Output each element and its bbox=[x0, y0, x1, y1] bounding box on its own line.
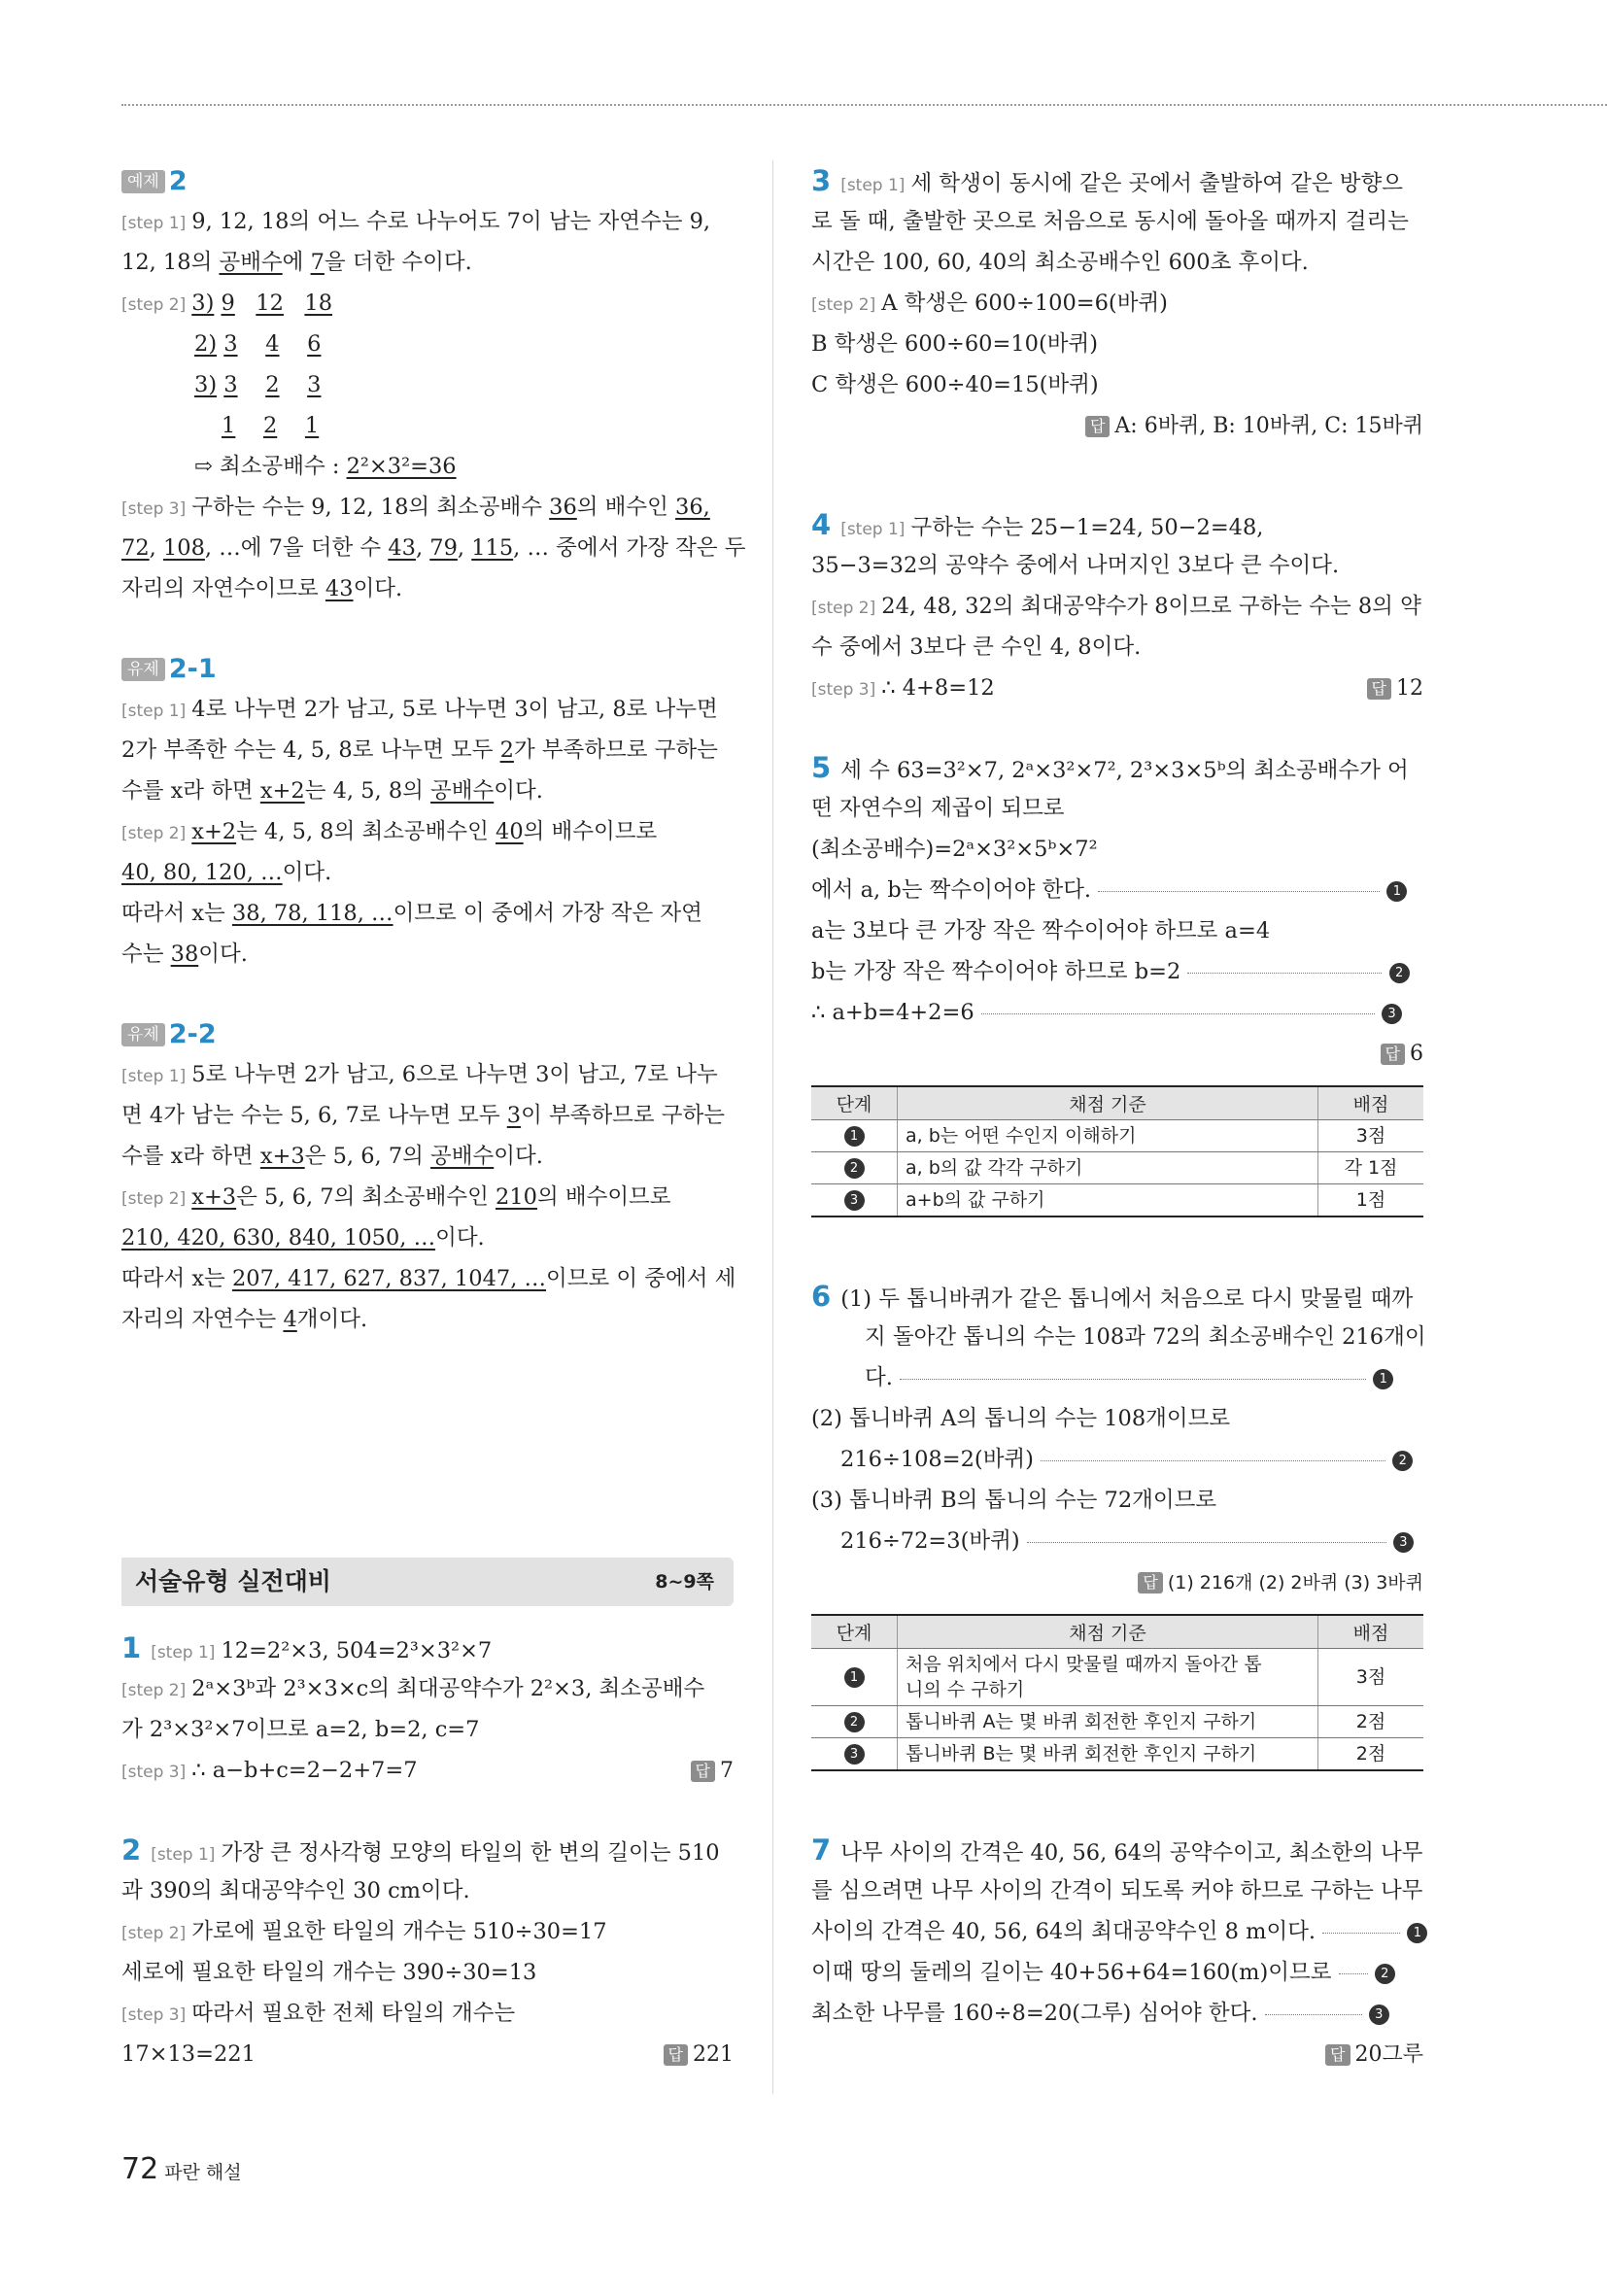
p21-step1-line1: [step 1] 4로 나누면 2가 남고, 5로 나누면 3이 남고, 8로 나누면 bbox=[121, 697, 718, 722]
step-marker-3: 3 bbox=[1369, 2005, 1389, 2025]
ex2-step3-line1: [step 3] 구하는 수는 9, 12, 18의 최소공배수 36의 배수인 36, bbox=[121, 495, 710, 520]
step-marker-2: 2 bbox=[1375, 1964, 1395, 1984]
example-2-heading bbox=[121, 160, 734, 201]
step-marker-2: 2 bbox=[1389, 963, 1410, 983]
top-dotted-rule bbox=[121, 104, 1607, 106]
answer: 답 7 bbox=[691, 1750, 734, 1792]
q3-line6: C 학생은 600÷40=15(바퀴) bbox=[811, 372, 1099, 397]
q6-line5: 216÷108=2(바퀴) 2 bbox=[811, 1439, 1423, 1480]
q4-line2: 35−3=32의 공약수 중에서 나머지인 3보다 큰 수이다. bbox=[811, 553, 1340, 578]
q7-line4: 이때 땅의 둘레의 길이는 40+56+64=160(m)이므로 2 bbox=[811, 1952, 1423, 1993]
table-row: 2 톱니바퀴 A는 몇 바퀴 회전한 후인지 구하기 2점 bbox=[811, 1706, 1423, 1738]
ex2-step1-line1: [step 1] 9, 12, 18의 어느 수로 나누어도 7이 남는 자연수는 9, bbox=[121, 209, 711, 234]
ex2-step3-line3: 자리의 자연수이므로 43이다. bbox=[121, 576, 403, 601]
q3-line1: 3 [step 1] 세 학생이 동시에 같은 곳에서 출발하여 같은 방향으 bbox=[811, 164, 1403, 197]
q2-line4: 세로에 필요한 타일의 개수는 390÷30=13 bbox=[121, 1960, 537, 1985]
p21-step3-line2: 수는 38이다. bbox=[121, 942, 248, 967]
q7-answer: 답 20그루 bbox=[811, 2034, 1423, 2074]
answer-badge: 답 bbox=[1381, 1044, 1405, 1065]
q5-line4: 에서 a, b는 짝수이어야 한다. 1 bbox=[811, 870, 1423, 910]
grading-table-q5 bbox=[811, 1085, 1423, 1217]
q7-line1: 7 나무 사이의 간격은 40, 56, 64의 공약수이고, 최소한의 나무 bbox=[811, 1833, 1423, 1867]
footer-label: 파란 해설 bbox=[164, 2162, 242, 2183]
section-header bbox=[121, 1558, 734, 1606]
col-header-score: 배점 bbox=[1318, 1086, 1424, 1120]
practice-2-1-heading bbox=[121, 648, 734, 689]
p22-step1-line1: [step 1] 5로 나누면 2가 남고, 6으로 나누면 3이 남고, 7로 나누 bbox=[121, 1062, 718, 1087]
answer-badge: 답 bbox=[664, 2044, 688, 2066]
p21-step3-line1: 따라서 x는 38, 78, 118, …이므로 이 중에서 가장 작은 자연 bbox=[121, 901, 702, 926]
table-row: 3 a+b의 값 구하기 1점 bbox=[811, 1184, 1423, 1217]
q1-line2: [step 2] 2ᵃ×3ᵇ과 2³×3×c의 최대공약수가 2²×3, 최소공배수 bbox=[121, 1676, 705, 1701]
q5-line1: 5 세 수 63=3²×7, 2ᵃ×3²×7², 2³×3×5ᵇ의 최소공배수가 어 bbox=[811, 751, 1409, 784]
p21-step2-line1: [step 2] x+2는 4, 5, 8의 최소공배수인 40의 배수이므로 bbox=[121, 819, 658, 844]
p21-step2-line2: 40, 80, 120, …이다. bbox=[121, 860, 332, 885]
p21-step1-line2: 2가 부족한 수는 4, 5, 8로 나누면 모두 2가 부족하므로 구하는 bbox=[121, 737, 718, 763]
q3-line4: [step 2] A 학생은 600÷100=6(바퀴) bbox=[811, 291, 1168, 316]
ex2-division-row2: 2) 3 4 6 bbox=[194, 331, 322, 357]
answer: 답 221 bbox=[664, 2034, 734, 2075]
col-header-criteria: 채점 기준 bbox=[898, 1615, 1318, 1649]
q2-line1: 2 [step 1] 가장 큰 정사각형 모양의 타일의 한 변의 길이는 510 bbox=[121, 1833, 720, 1867]
q4-line4: 수 중에서 3보다 큰 수인 4, 8이다. bbox=[811, 634, 1142, 660]
q6-line7: 216÷72=3(바퀴) 3 bbox=[811, 1521, 1423, 1561]
step-marker-3: 3 bbox=[1382, 1004, 1402, 1024]
question-number: 5 bbox=[811, 751, 832, 784]
answer: 답 12 bbox=[1367, 668, 1423, 709]
p22-step2-line2: 210, 420, 630, 840, 1050, …이다. bbox=[121, 1225, 485, 1251]
page-footer bbox=[121, 2152, 242, 2186]
q3-answer: 답 A: 6바퀴, B: 10바퀴, C: 15바퀴 bbox=[811, 405, 1423, 446]
q7-line3: 사이의 간격은 40, 56, 64의 최대공약수인 8 m이다. 1 bbox=[811, 1911, 1423, 1952]
q3-line3: 시간은 100, 60, 40의 최소공배수인 600초 후이다. bbox=[811, 250, 1309, 275]
step-marker-1: 1 bbox=[1407, 1923, 1427, 1943]
q5-line7: ∴ a+b=4+2=6 3 bbox=[811, 992, 1423, 1033]
table-row: 3 톱니바퀴 B는 몇 바퀴 회전한 후인지 구하기 2점 bbox=[811, 1738, 1423, 1771]
col-header-criteria: 채점 기준 bbox=[898, 1086, 1318, 1120]
q6-line4: (2) 톱니바퀴 A의 톱니의 수는 108개이므로 bbox=[811, 1406, 1231, 1431]
example-number: 2 bbox=[168, 166, 188, 196]
q4-line5: [step 3] ∴ 4+8=12 답 12 bbox=[811, 668, 1423, 708]
q6-line3: 다. 1 bbox=[811, 1357, 1423, 1398]
p22-step3-line1: 따라서 x는 207, 417, 627, 837, 1047, …이므로 이 중에서 세 bbox=[121, 1266, 736, 1291]
question-number: 7 bbox=[811, 1833, 832, 1867]
p22-step2-line1: [step 2] x+3은 5, 6, 7의 최소공배수인 210의 배수이므로 bbox=[121, 1184, 671, 1210]
q4-line1: 4 [step 1] 구하는 수는 25−1=24, 50−2=48, bbox=[811, 508, 1264, 541]
ex2-division-row4: 1 2 1 bbox=[222, 413, 320, 438]
ex2-step1-line2: 12, 18의 공배수에 7을 더한 수이다. bbox=[121, 250, 472, 275]
q6-line6: (3) 톱니바퀴 B의 톱니의 수는 72개이므로 bbox=[811, 1488, 1217, 1513]
p22-step1-line2: 면 4가 남는 수는 5, 6, 7로 나누면 모두 3이 부족하므로 구하는 bbox=[121, 1103, 726, 1128]
ex2-step3-line2: 72, 108, …에 7을 더한 수 43, 79, 115, … 중에서 가장 작은 두 bbox=[121, 535, 746, 561]
practice-2-2-heading bbox=[121, 1013, 734, 1054]
question-number: 3 bbox=[811, 164, 832, 197]
q6-line1: 6 (1) 두 톱니바퀴가 같은 톱니에서 처음으로 다시 맞물릴 때까 bbox=[811, 1280, 1414, 1313]
practice-badge: 유제 bbox=[121, 658, 165, 681]
right-column bbox=[811, 160, 1426, 2074]
p22-step1-line3: 수를 x라 하면 x+3은 5, 6, 7의 공배수이다. bbox=[121, 1144, 543, 1169]
step-marker-1: 1 bbox=[1373, 1369, 1393, 1389]
q7-line2: 를 심으려면 나무 사이의 간격이 되도록 커야 하므로 구하는 나무 bbox=[811, 1878, 1423, 1903]
table-row: 1 a, b는 어떤 수인지 이해하기 3점 bbox=[811, 1120, 1423, 1152]
q5-line2: 떤 자연수의 제곱이 되므로 bbox=[811, 796, 1065, 821]
q1-line3: 가 2³×3²×7이므로 a=2, b=2, c=7 bbox=[121, 1717, 480, 1742]
q5-answer: 답 6 bbox=[811, 1033, 1423, 1074]
q2-line3: [step 2] 가로에 필요한 타일의 개수는 510÷30=17 bbox=[121, 1919, 607, 1944]
page-number: 72 bbox=[121, 2152, 159, 2186]
practice-number: 2-1 bbox=[168, 654, 217, 684]
question-number: 2 bbox=[121, 1833, 142, 1867]
q1-line4: [step 3] ∴ a−b+c=2−2+7=7 답 7 bbox=[121, 1750, 734, 1791]
column-divider bbox=[772, 160, 773, 2094]
ex2-step2-division-row1: [step 2] 3) 9 12 18 bbox=[121, 291, 333, 316]
q6-line2: 지 돌아간 톱니의 수는 108과 72의 최소공배수인 216개이 bbox=[865, 1324, 1426, 1350]
step-marker-1: 1 bbox=[1386, 881, 1407, 902]
q1-line1: 1 [step 1] 12=2²×3, 504=2³×3²×7 bbox=[121, 1631, 493, 1664]
q5-line3: (최소공배수)=2ᵃ×3²×5ᵇ×7² bbox=[811, 837, 1098, 862]
question-number: 1 bbox=[121, 1631, 142, 1664]
ex2-division-row3: 3) 3 2 3 bbox=[194, 372, 322, 397]
p21-step1-line3: 수를 x라 하면 x+2는 4, 5, 8의 공배수이다. bbox=[121, 778, 543, 804]
q2-line5: [step 3] 따라서 필요한 전체 타일의 개수는 bbox=[121, 2001, 516, 2026]
p22-step3-line2: 자리의 자연수는 4개이다. bbox=[121, 1307, 368, 1332]
col-header-step: 단계 bbox=[811, 1615, 898, 1649]
step-marker-3: 3 bbox=[1393, 1532, 1414, 1553]
ex2-lcm-result: ⇨ 최소공배수 : 2²×3²=36 bbox=[194, 454, 457, 479]
q5-line6: b는 가장 작은 짝수이어야 하므로 b=2 2 bbox=[811, 951, 1423, 992]
q2-line6: 17×13=221 답 221 bbox=[121, 2034, 734, 2074]
example-badge: 예제 bbox=[121, 170, 165, 193]
col-header-step: 단계 bbox=[811, 1086, 898, 1120]
table-row: 2 a, b의 값 각각 구하기 각 1점 bbox=[811, 1152, 1423, 1184]
question-number: 6 bbox=[811, 1280, 832, 1313]
section-title: 서술유형 실전대비 bbox=[135, 1567, 331, 1595]
q6-answer: 답 (1) 216개 (2) 2바퀴 (3) 3바퀴 bbox=[811, 1561, 1423, 1602]
left-column bbox=[121, 160, 746, 2074]
q5-line5: a는 3보다 큰 가장 작은 짝수이어야 하므로 a=4 bbox=[811, 918, 1271, 943]
q4-line3: [step 2] 24, 48, 32의 최대공약수가 8이므로 구하는 수는 8의 약 bbox=[811, 594, 1421, 619]
practice-number: 2-2 bbox=[168, 1019, 217, 1049]
section-pages: 8~9쪽 bbox=[655, 1571, 714, 1593]
col-header-score: 배점 bbox=[1318, 1615, 1424, 1649]
grading-table-q6 bbox=[811, 1614, 1423, 1771]
answer-badge: 답 bbox=[1325, 2044, 1350, 2066]
q2-line2: 과 390의 최대공약수인 30 cm이다. bbox=[121, 1878, 470, 1903]
practice-badge: 유제 bbox=[121, 1023, 165, 1046]
question-number: 4 bbox=[811, 508, 832, 541]
step-marker-2: 2 bbox=[1392, 1451, 1413, 1471]
table-row: 1 처음 위치에서 다시 맞물릴 때까지 돌아간 톱 니의 수 구하기 3점 bbox=[811, 1649, 1423, 1706]
q3-line2: 로 돌 때, 출발한 곳으로 처음으로 동시에 돌아올 때까지 걸리는 bbox=[811, 209, 1409, 234]
answer-badge: 답 bbox=[1367, 678, 1391, 700]
q3-line5: B 학생은 600÷60=10(바퀴) bbox=[811, 331, 1098, 357]
answer-badge: 답 bbox=[1085, 416, 1110, 437]
answer-badge: 답 bbox=[691, 1761, 715, 1782]
q7-line5: 최소한 나무를 160÷8=20(그루) 심어야 한다. 3 bbox=[811, 1993, 1423, 2034]
answer-badge: 답 bbox=[1138, 1572, 1162, 1593]
